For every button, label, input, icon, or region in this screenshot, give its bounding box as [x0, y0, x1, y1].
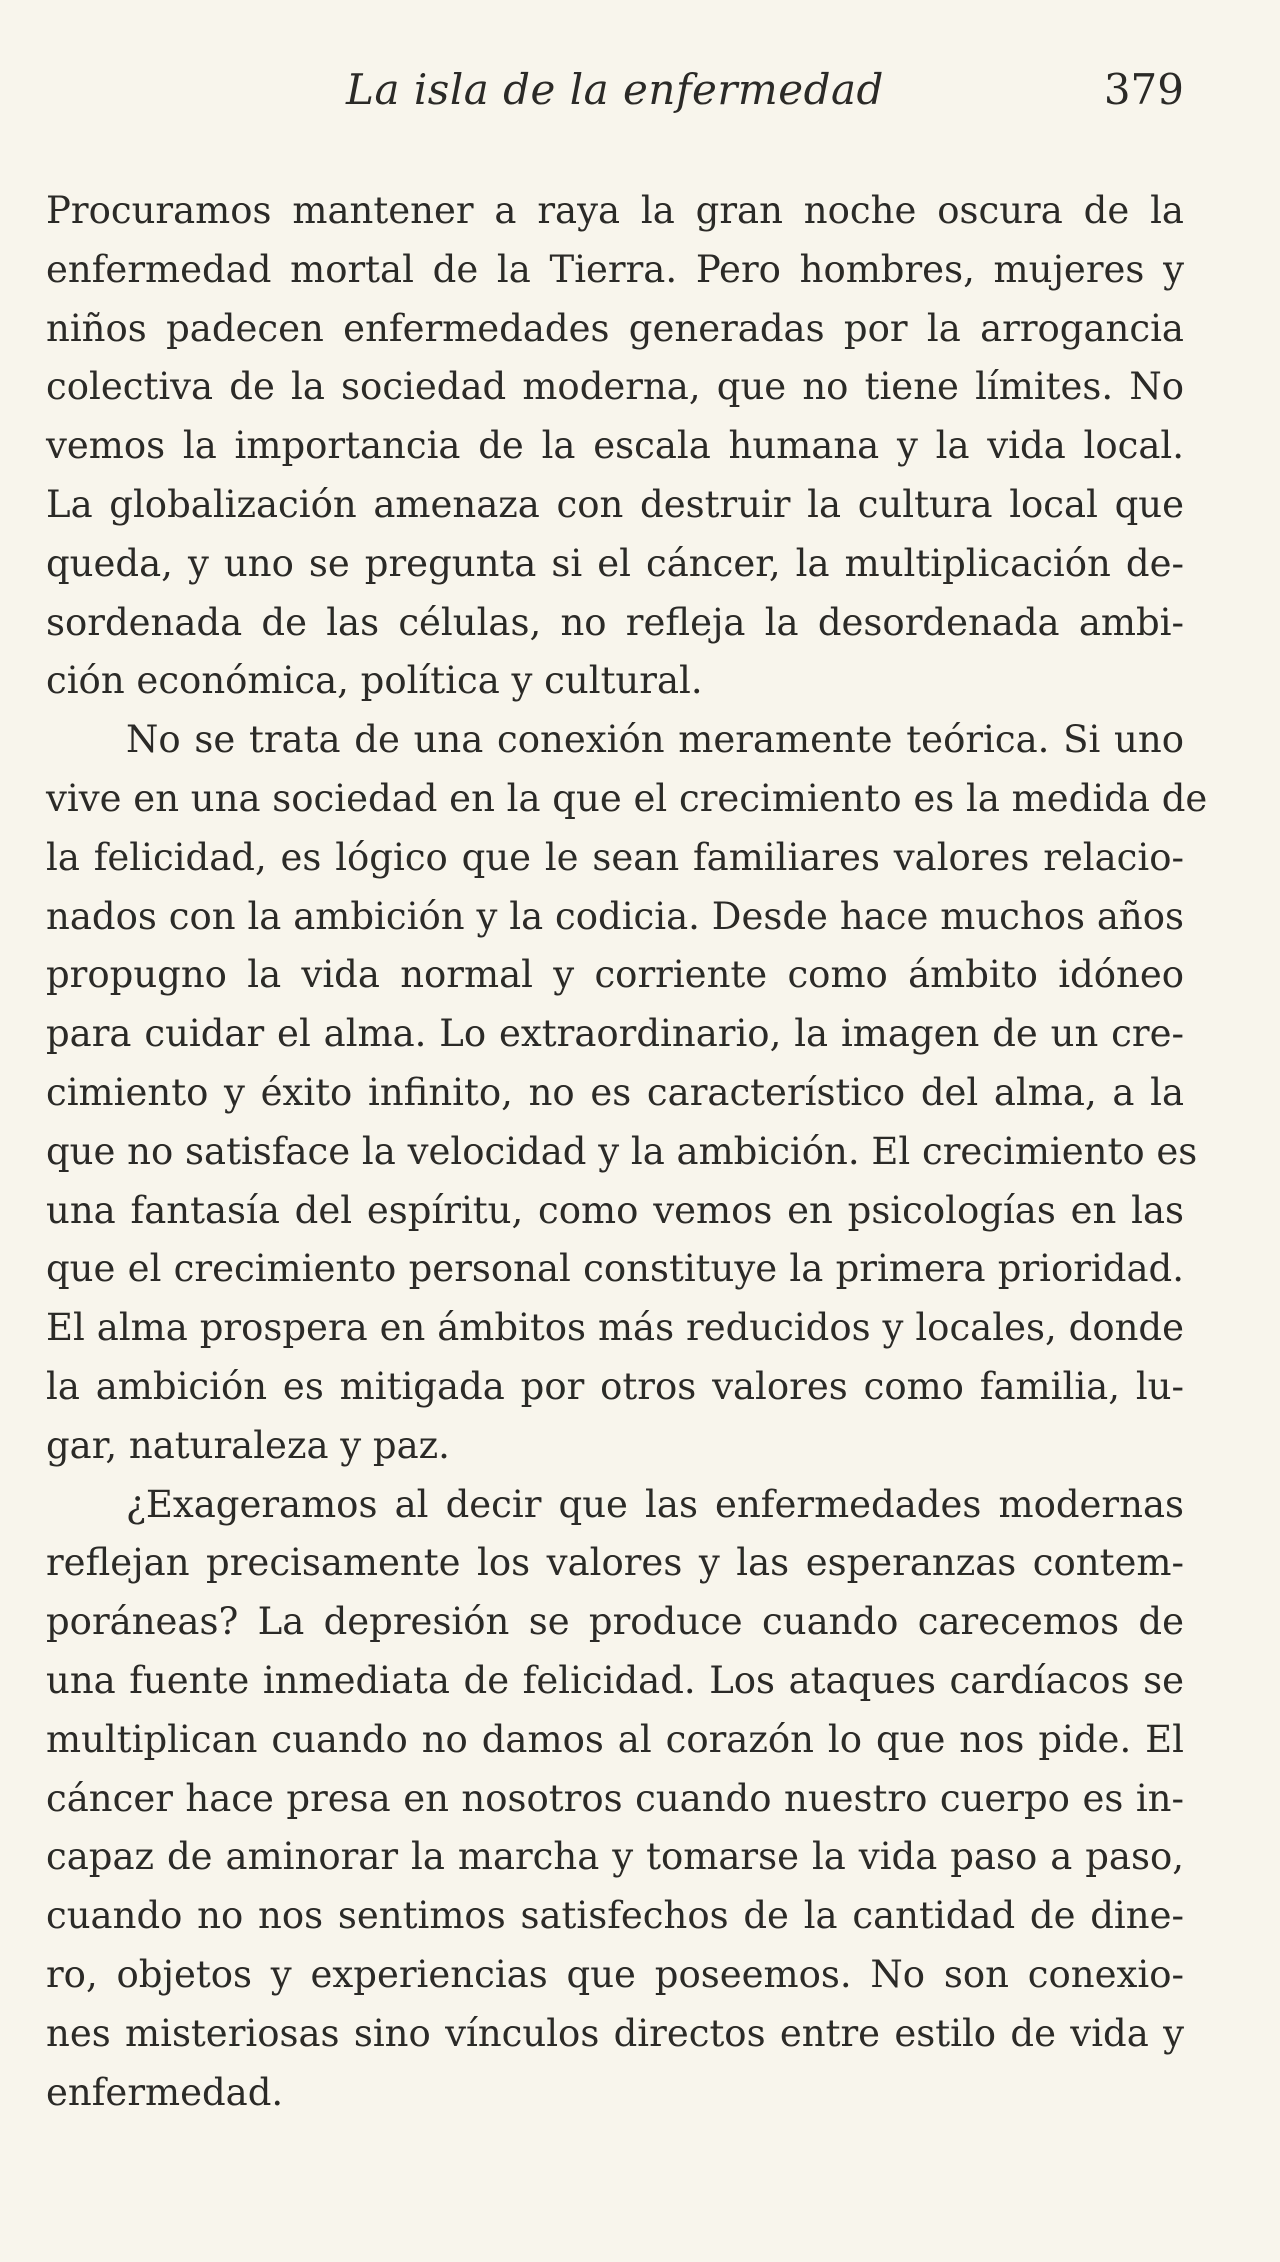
text-line: No se trata de una conexión meramente teórica. Si uno	[126, 718, 1184, 762]
text-line: Procuramos mantener a raya la gran noche oscura de la	[46, 189, 1184, 232]
text-line: ción económica, política y cultural.	[46, 659, 703, 703]
text-line: La globalización amenaza con destruir la cultura local que	[46, 482, 1184, 526]
paragraph-1	[46, 182, 1184, 711]
text-line: la felicidad, es lógico que le sean familiares valores relacio-	[46, 835, 1184, 879]
text-line: enfermedad mortal de la Tierra. Pero hombres, mujeres y	[46, 247, 1184, 291]
text-line: una fantasía del espíritu, como vemos en psicologías en las	[46, 1188, 1184, 1232]
text-line: vemos la importancia de la escala humana y la vida local.	[46, 424, 1184, 468]
text-line: gar, naturaleza y paz.	[46, 1423, 450, 1467]
text-line: niños padecen enfermedades generadas por la arrogancia	[46, 306, 1184, 350]
text-line: propugno la vida normal y corriente como ámbito idóneo	[46, 953, 1184, 997]
text-line: sordenada de las células, no refleja la desordenada ambi-	[46, 600, 1184, 644]
text-line: multiplican cuando no damos al corazón lo que nos pide. El	[46, 1717, 1184, 1761]
text-line: colectiva de la sociedad moderna, que no tiene límites. No	[46, 365, 1184, 409]
text-line: ro, objetos y experiencias que poseemos. No son conexio-	[46, 1952, 1184, 1996]
paragraph-3	[46, 1476, 1184, 2123]
text-line: ¿Exageramos al decir que las enfermedades modernas	[126, 1482, 1184, 1526]
text-line: que no satisface la velocidad y la ambición. El crecimiento es	[46, 1129, 1198, 1173]
running-title: La isla de la enfermedad	[346, 65, 884, 114]
text-line: enfermedad.	[46, 2070, 284, 2114]
text-line: para cuidar el alma. Lo extraordinario, la imagen de un cre-	[46, 1012, 1184, 1056]
body-text	[46, 182, 1208, 2122]
text-line: cuando no nos sentimos satisfechos de la cantidad de dine-	[46, 1894, 1184, 1938]
text-line: que el crecimiento personal constituye la primera prioridad.	[46, 1247, 1184, 1291]
text-line: queda, y uno se pregunta si el cáncer, la multiplicación de-	[46, 541, 1184, 585]
text-line: poráneas? La depresión se produce cuando carecemos de	[46, 1600, 1184, 1644]
text-line: vive en una sociedad en la que el crecimiento es la medida de	[46, 776, 1208, 820]
text-line: una fuente inmediata de felicidad. Los ataques cardíacos se	[46, 1658, 1184, 1702]
text-line: capaz de aminorar la marcha y tomarse la vida paso a paso,	[46, 1835, 1184, 1879]
text-line: la ambición es mitigada por otros valores como familia, lu-	[46, 1364, 1184, 1408]
text-line: El alma prospera en ámbitos más reducidos y locales, donde	[46, 1306, 1184, 1350]
paragraph-2	[46, 711, 1208, 1475]
text-line: reflejan precisamente los valores y las esperanzas contem-	[46, 1541, 1184, 1585]
page-number: 379	[1103, 65, 1184, 114]
text-line: cáncer hace presa en nosotros cuando nuestro cuerpo es in-	[46, 1776, 1184, 1820]
running-header	[46, 62, 1184, 118]
text-line: cimiento y éxito infinito, no es característico del alma, a la	[46, 1070, 1184, 1114]
text-line: nados con la ambición y la codicia. Desde hace muchos años	[46, 894, 1184, 938]
text-line: nes misteriosas sino vínculos directos entre estilo de vida y	[46, 2011, 1184, 2055]
